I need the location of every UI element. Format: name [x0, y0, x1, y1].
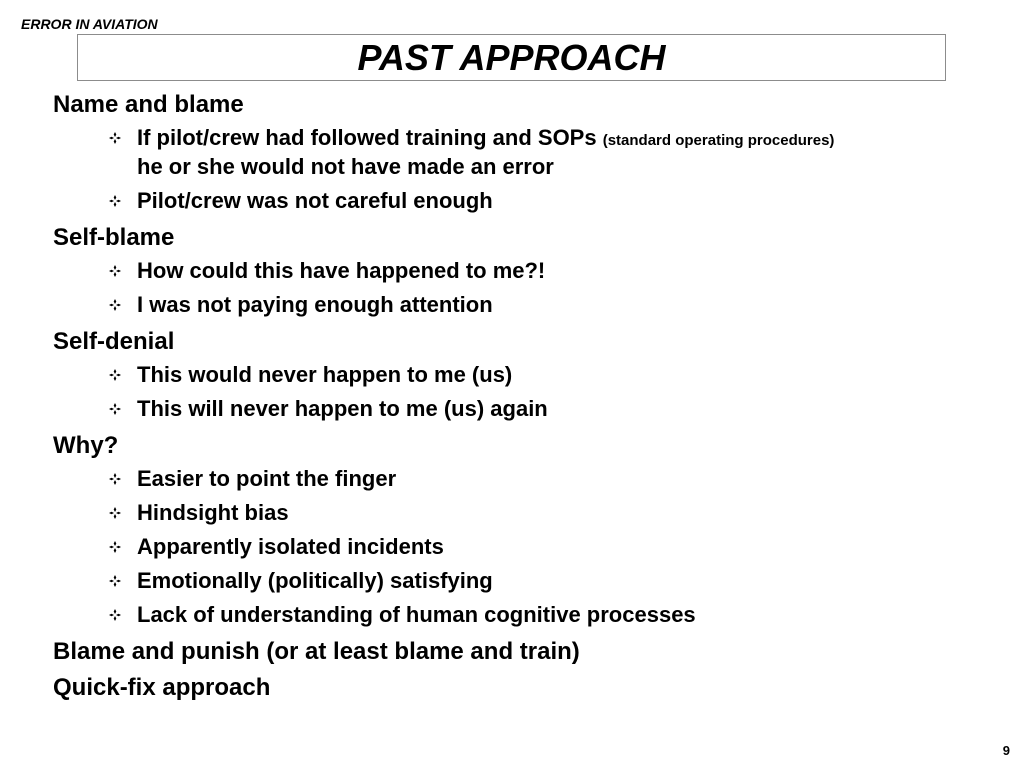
section-heading: Quick-fix approach [53, 674, 271, 701]
section-heading: Blame and punish (or at least blame and train) [53, 638, 580, 665]
four-diamond-bullet-icon [109, 575, 121, 587]
section-name-and-blame [53, 89, 993, 214]
section-blame-and-punish [53, 636, 993, 668]
bullet-text: Pilot/crew was not careful enough [137, 188, 493, 213]
section-heading: Why? [53, 432, 119, 459]
bullet-text: I was not paying enough attention [137, 292, 493, 317]
bullet-item [53, 602, 993, 628]
four-diamond-bullet-icon [109, 609, 121, 621]
title-box [77, 34, 946, 81]
bullet-item [53, 466, 993, 492]
bullet-text: Apparently isolated incidents [137, 534, 444, 559]
four-diamond-bullet-icon [109, 195, 121, 207]
bullet-text: Hindsight bias [137, 500, 289, 525]
bullet-item [53, 125, 993, 180]
bullet-item [53, 292, 993, 318]
bullet-item [53, 396, 993, 422]
bullet-item [53, 534, 993, 560]
section-why [53, 430, 993, 628]
section-self-denial [53, 326, 993, 422]
section-self-blame [53, 222, 993, 318]
four-diamond-bullet-icon [109, 507, 121, 519]
four-diamond-bullet-icon [109, 541, 121, 553]
bullet-item [53, 500, 993, 526]
bullet-text: If pilot/crew had followed training and SOPs [137, 125, 597, 150]
bullet-text: This will never happen to me (us) again [137, 396, 548, 421]
bullet-text: This would never happen to me (us) [137, 362, 513, 387]
bullet-text: Lack of understanding of human cognitive processes [137, 602, 696, 627]
bullet-item [53, 258, 993, 284]
bullet-item [53, 362, 993, 388]
bullet-text: Easier to point the finger [137, 466, 397, 491]
bullet-continuation: he or she would not have made an error [137, 154, 554, 179]
page-number: 9 [1002, 743, 1010, 758]
bullet-item [53, 188, 993, 214]
four-diamond-bullet-icon [109, 132, 121, 144]
section-heading: Self-blame [53, 224, 175, 251]
bullet-item [53, 568, 993, 594]
section-quick-fix [53, 672, 993, 704]
slide-title: PAST APPROACH [357, 37, 666, 78]
section-heading: Name and blame [53, 91, 244, 118]
four-diamond-bullet-icon [109, 299, 121, 311]
slide-content [53, 89, 993, 708]
four-diamond-bullet-icon [109, 265, 121, 277]
bullet-text: Emotionally (politically) satisfying [137, 568, 493, 593]
four-diamond-bullet-icon [109, 473, 121, 485]
four-diamond-bullet-icon [109, 403, 121, 415]
header-label: ERROR IN AVIATION [21, 16, 158, 32]
bullet-text: How could this have happened to me?! [137, 258, 546, 283]
bullet-note: (standard operating procedures) [602, 132, 835, 149]
four-diamond-bullet-icon [109, 369, 121, 381]
section-heading: Self-denial [53, 328, 175, 355]
